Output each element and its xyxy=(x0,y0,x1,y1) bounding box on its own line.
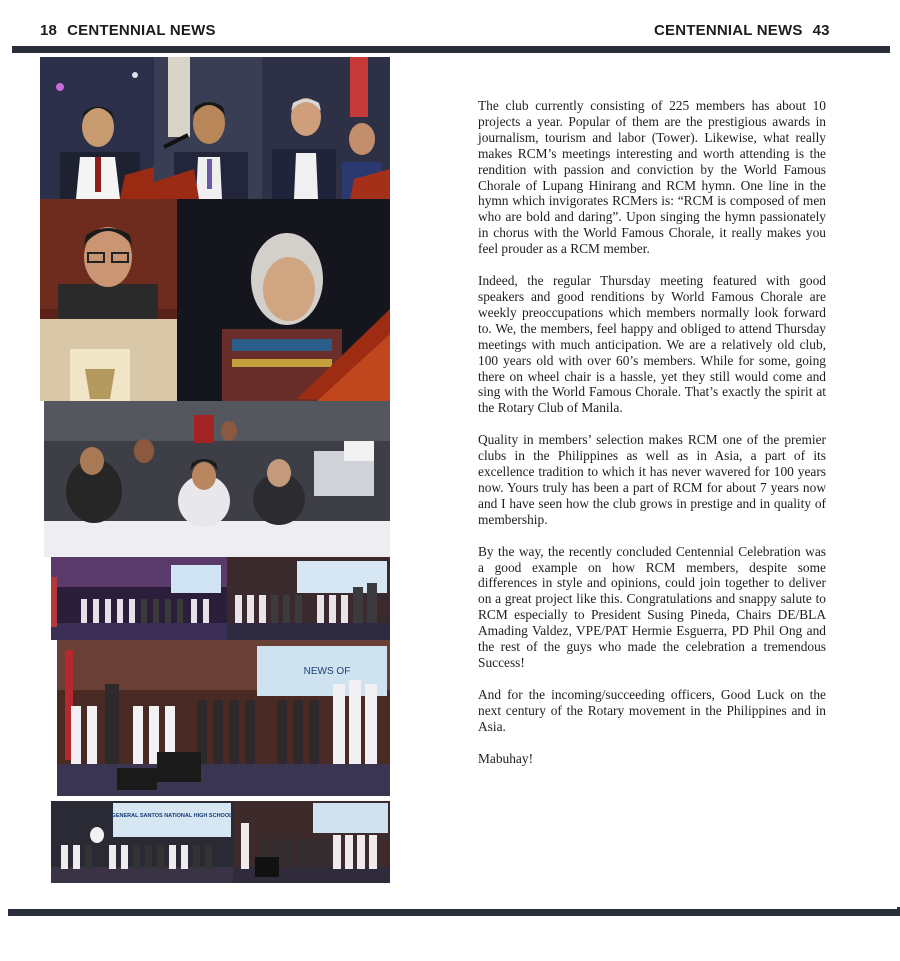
article-paragraph: And for the incoming/succeeding officers, Good Luck on the next century of the Rotary movement in the Philippines and in Asia. xyxy=(478,686,826,734)
top-rule xyxy=(12,46,890,53)
left-publication-title: CENTENNIAL NEWS xyxy=(67,22,216,39)
photo-speaker-glasses xyxy=(40,199,177,401)
article-signoff: Mabuhay! xyxy=(478,750,534,766)
bottom-rule xyxy=(8,909,897,916)
banner-news-text: NEWS OF xyxy=(303,666,351,677)
photo-chorale-school-left xyxy=(51,801,233,883)
photo-chorale-performance xyxy=(57,640,390,796)
article-paragraph: Quality in members’ selection makes RCM one of the premier clubs in the Philippines as well as in Asia, a part of its excellence tradition to which it has never wavered for 100 years now. Yours truly has been a part of RCM for about 7 years now and I have seen how the club grows in prestige and in quality of membership. xyxy=(478,432,826,527)
photo-speaker-elder-woman xyxy=(177,199,390,401)
photo-chorale-school-right xyxy=(233,801,390,883)
photo-chorale-stage-left xyxy=(51,557,227,640)
photo-speaker-right xyxy=(262,57,390,199)
right-page-number: 43 xyxy=(812,22,830,39)
left-page-header xyxy=(40,22,216,39)
right-publication-title: CENTENNIAL NEWS xyxy=(654,22,803,39)
photo-chorale-stage-right xyxy=(227,557,390,640)
photo-speaker-left xyxy=(40,57,154,199)
banner-school-text: GENERAL SANTOS NATIONAL HIGH SCHOOL xyxy=(111,813,233,819)
right-page-header xyxy=(654,22,830,39)
article-body xyxy=(478,98,826,783)
photo-speaker-center xyxy=(154,57,262,199)
photo-banquet-table xyxy=(44,401,390,557)
article-paragraph: By the way, the recently concluded Centennial Celebration was a good example on how RCM members, despite some differences in style and opinions, could join together to deliver on a great project like this. Congratulations and snappy salute to RCM especially to President Susing Pineda, Chairs DE/BLA Amading Valdez, VPE/PAT Hermie Esguerra, PD Phil Ong and the rest of the guys who made the celebration a tremendous Success! xyxy=(478,543,826,670)
left-page-number: 18 xyxy=(40,22,58,39)
article-paragraph: The club currently consisting of 225 members has about 10 projects a year. Popular of them are the prestigious awards in journalism, tourism and labor (Tower). Likewise, what really makes RCM’s meetings interesting and worth attending is the rendition with passion and conviction by the World Famous Chorale of Lupang Hinirang and RCM hymn. One line in the hymn which invigorates RCMers is: “RCM is composed of men who are bold and daring”. Upon singing the hymn passionately in chorus with the World Famous Chorale, it really makes you feel prouder as a RCM member. xyxy=(478,98,826,257)
article-paragraph: Indeed, the regular Thursday meeting featured with good speakers and good renditions by World Famous Chorale are weekly preoccupations which members normally look forward to. We, the members, feel happy and obliged to attend Thursday meetings with much anticipation. We are a relatively old club, 100 years old with over 60’s members. While for some, going there on wheel chair is a hassle, yet they still would come and sing with the World Famous Chorale. That’s exactly the spirit at the Rotary Club of Manila. xyxy=(478,273,826,416)
